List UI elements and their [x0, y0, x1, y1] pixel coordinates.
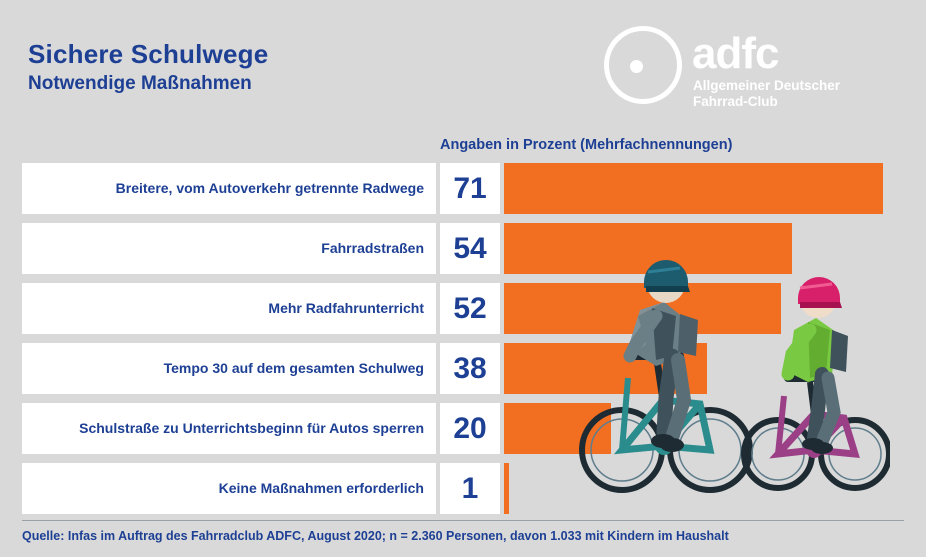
chart-row-label — [22, 343, 436, 394]
chart-bar — [504, 223, 792, 274]
chart-row-label — [22, 463, 436, 514]
chart-bar — [504, 463, 509, 514]
chart-row-label-text: Keine Maßnahmen erforderlich — [218, 480, 424, 497]
chart-row — [22, 463, 904, 514]
chart-row-value — [440, 463, 500, 514]
chart-row-label-text: Tempo 30 auf dem gesamten Schulweg — [163, 360, 424, 377]
chart-bar-track — [504, 343, 904, 394]
chart-bar — [504, 283, 781, 334]
chart-row-label-text: Breitere, vom Autoverkehr getrennte Radwege — [115, 180, 424, 197]
chart-row-value — [440, 223, 500, 274]
footer-divider — [22, 520, 904, 521]
chart-row-label-text: Schulstraße zu Unterrichtsbeginn für Autos sperren — [79, 420, 424, 437]
source-note: Quelle: Infas im Auftrag des Fahrradclub ADFC, August 2020; n = 2.360 Personen, davon 1.033 mit Kindern im Haushalt — [22, 529, 729, 543]
logo-wordmark: adfc — [692, 29, 779, 78]
chart-row — [22, 403, 904, 454]
chart-row — [22, 223, 904, 274]
chart-row-value-text: 54 — [453, 231, 487, 265]
chart-bar-track — [504, 163, 904, 214]
title-main: Sichere Schulwege — [28, 39, 269, 69]
chart-bar-track — [504, 403, 904, 454]
adfc-wheel-hub-icon — [630, 60, 643, 73]
chart-row-value — [440, 283, 500, 334]
bar-chart — [22, 163, 904, 523]
chart-row-value-text: 1 — [461, 471, 479, 505]
chart-row-label — [22, 163, 436, 214]
chart-row-value — [440, 163, 500, 214]
chart-bar-track — [504, 283, 904, 334]
chart-row-label — [22, 223, 436, 274]
chart-row — [22, 283, 904, 334]
chart-bar-track — [504, 223, 904, 274]
chart-row-label-text: Fahrradstraßen — [321, 240, 424, 257]
page-title — [28, 40, 268, 95]
chart-row-value-text: 20 — [453, 411, 487, 445]
chart-row-value-text: 38 — [453, 351, 487, 385]
chart-bar — [504, 343, 707, 394]
logo-subline-1: Allgemeiner Deutscher — [693, 78, 841, 93]
chart-bar — [504, 403, 611, 454]
logo-subline-2: Fahrrad-Club — [693, 94, 778, 109]
chart-bar-track — [504, 463, 904, 514]
title-subtitle: Notwendige Maßnahmen — [28, 73, 252, 95]
chart-row-value — [440, 403, 500, 454]
chart-bar — [504, 163, 883, 214]
chart-row-label — [22, 283, 436, 334]
chart-row-label-text: Mehr Radfahrunterricht — [268, 300, 424, 317]
adfc-logo — [604, 26, 904, 108]
chart-row-label — [22, 403, 436, 454]
chart-row-value-text: 52 — [453, 291, 487, 325]
chart-unit-note: Angaben in Prozent (Mehrfachnennungen) — [440, 137, 733, 153]
chart-row-value-text: 71 — [453, 171, 487, 205]
chart-row-value — [440, 343, 500, 394]
chart-row — [22, 343, 904, 394]
adfc-wheel-icon — [604, 26, 682, 104]
chart-row — [22, 163, 904, 214]
